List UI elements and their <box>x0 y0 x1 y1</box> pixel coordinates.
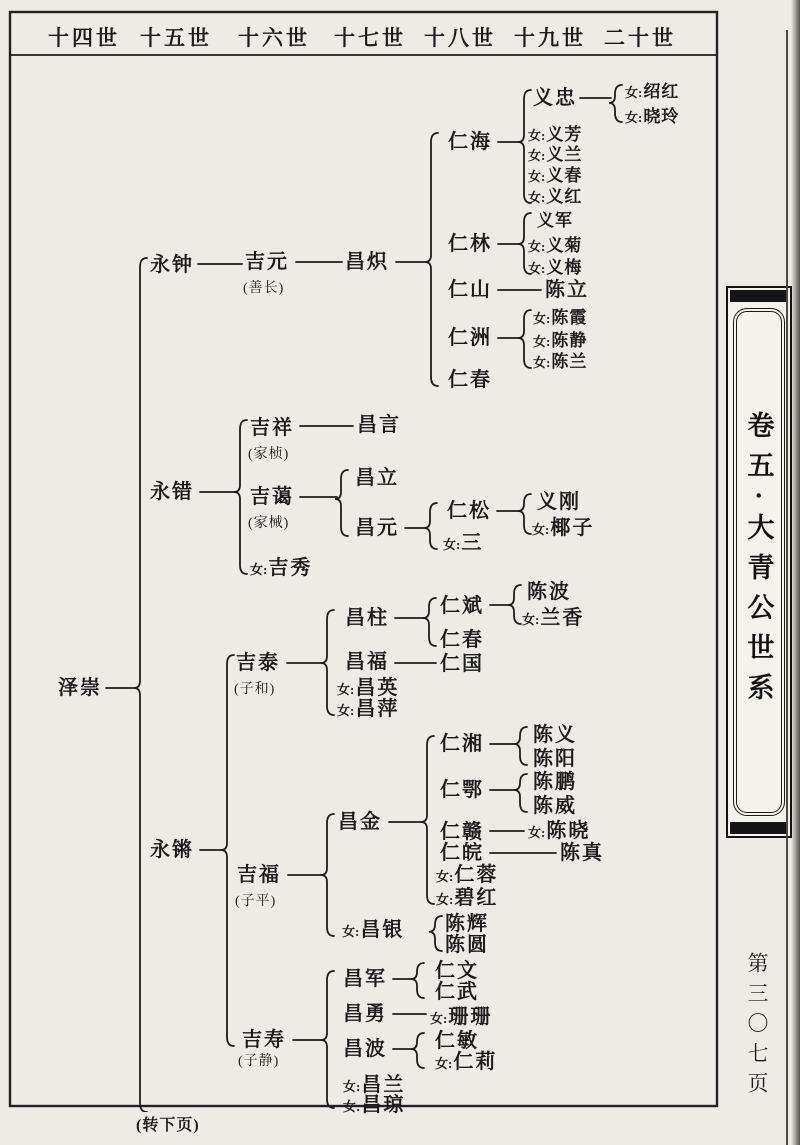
daughter-prefix: 女: <box>528 148 546 163</box>
person-yiju <box>528 235 582 258</box>
person-chenyang: 陈阳 <box>533 748 577 770</box>
generation-label-17: 十七世 <box>334 26 406 50</box>
person-changqiong <box>343 1091 405 1121</box>
daughter-prefix: 女: <box>528 825 546 840</box>
person-chenli: 陈立 <box>545 279 589 301</box>
daughter-prefix: 女: <box>528 128 546 143</box>
person-chenhui: 陈辉 <box>445 913 489 935</box>
person-yongcuo: 永错 <box>150 481 194 503</box>
person-yijun: 义军 <box>537 211 573 230</box>
daughter-prefix: 女: <box>528 261 546 276</box>
generation-label-15: 十五世 <box>140 26 212 50</box>
courtesy-name-jiai: (家械) <box>248 516 290 531</box>
daughter-prefix: 女: <box>337 682 355 697</box>
title-frame <box>733 308 785 816</box>
person-chenyuan: 陈圆 <box>445 934 489 956</box>
person-renbin: 仁斌 <box>440 595 484 617</box>
person-renchun-2: 仁春 <box>440 629 484 651</box>
person-name-text: 义红 <box>546 187 583 206</box>
person-name-text: 义梅 <box>546 258 583 277</box>
person-chenwei: 陈威 <box>533 795 577 817</box>
person-jifu: 吉福 <box>237 864 281 886</box>
person-changyong: 昌勇 <box>343 1003 387 1025</box>
volume-title: 卷五·大青公世系 <box>743 410 774 713</box>
person-name-text: 仁莉 <box>453 1051 498 1073</box>
person-name-text: 陈静 <box>551 331 588 350</box>
person-renchun-1: 仁春 <box>448 369 492 391</box>
generation-label-18: 十八世 <box>424 26 496 50</box>
person-name-text: 义春 <box>546 166 583 185</box>
person-renguo: 仁国 <box>440 653 484 675</box>
page-number: 第三〇七页 <box>745 952 769 1102</box>
person-changyuan: 昌元 <box>355 517 399 539</box>
person-yichun <box>528 165 582 188</box>
person-yihong <box>528 186 582 209</box>
person-name-text: 陈晓 <box>546 820 591 842</box>
person-chenxia <box>533 307 587 330</box>
person-changchi: 昌炽 <box>345 251 389 273</box>
daughter-prefix: 女: <box>443 537 461 552</box>
person-name-text: 晓玲 <box>643 107 680 126</box>
daughter-prefix: 女: <box>342 924 360 939</box>
person-name-text: 昌兰 <box>361 1074 406 1096</box>
daughter-prefix: 女: <box>533 355 551 370</box>
daughter-prefix: 女: <box>625 85 643 100</box>
person-chenjing <box>533 330 587 353</box>
person-name-text: 昌琼 <box>361 1094 406 1116</box>
daughter-prefix: 女: <box>250 562 268 577</box>
generation-label-16: 十六世 <box>238 26 310 50</box>
person-changfu: 昌福 <box>345 651 389 673</box>
person-changyan: 昌言 <box>357 414 401 436</box>
person-chenpeng: 陈鹏 <box>533 771 577 793</box>
person-yongzhong: 永钟 <box>150 254 194 276</box>
person-zechong: 泽崇 <box>58 677 102 699</box>
ornament-bar-top <box>730 290 788 302</box>
person-renli <box>435 1048 497 1078</box>
person-changbo: 昌波 <box>343 1038 387 1060</box>
person-chenbo: 陈波 <box>527 581 571 603</box>
person-renzhou: 仁洲 <box>448 327 492 349</box>
person-name-text: 仁蓉 <box>454 864 499 886</box>
person-yigang: 义刚 <box>537 491 581 513</box>
person-jiyuan: 吉元 <box>245 251 289 273</box>
person-jiai: 吉蔼 <box>250 486 294 508</box>
person-name-text: 义芳 <box>546 125 583 144</box>
person-yilan <box>528 144 582 167</box>
person-changjin: 昌金 <box>338 811 382 833</box>
person-changping <box>337 695 399 725</box>
courtesy-name-jitai: (子和) <box>234 682 276 697</box>
daughter-prefix: 女: <box>533 311 551 326</box>
daughter-prefix: 女: <box>343 1079 361 1094</box>
person-renhai: 仁海 <box>448 131 492 153</box>
person-renlin: 仁林 <box>448 233 492 255</box>
person-renshan: 仁山 <box>448 279 492 301</box>
person-yezi <box>532 514 594 544</box>
page-edge-shadow <box>791 0 800 1145</box>
person-name-text: 椰子 <box>550 517 595 539</box>
person-name-text: 碧红 <box>454 887 499 909</box>
ornament-bar-bottom <box>730 822 788 834</box>
person-rengan: 仁赣 <box>440 821 484 843</box>
person-renwen: 仁文 <box>435 960 479 982</box>
person-renwan: 仁皖 <box>440 842 484 864</box>
person-chenzhen: 陈真 <box>560 842 604 864</box>
courtesy-name-jifu: (子平) <box>235 894 277 909</box>
person-rene: 仁鄂 <box>440 779 484 801</box>
person-jishou: 吉寿 <box>242 1029 286 1051</box>
person-name-text: 义兰 <box>546 145 583 164</box>
person-name-text: 昌萍 <box>355 698 400 720</box>
daughter-prefix: 女: <box>528 239 546 254</box>
person-changzhu: 昌柱 <box>345 607 389 629</box>
generation-label-20: 二十世 <box>604 26 676 50</box>
daughter-prefix: 女: <box>435 1056 453 1071</box>
daughter-prefix: 女: <box>436 892 454 907</box>
person-xiaoling <box>625 106 679 129</box>
person-jixiang: 吉祥 <box>250 417 294 439</box>
daughter-prefix: 女: <box>430 1011 448 1026</box>
person-jitai: 吉泰 <box>236 652 280 674</box>
daughter-prefix: 女: <box>533 334 551 349</box>
person-chenlan <box>533 351 587 374</box>
continuation-note: (转下页) <box>134 1112 202 1135</box>
person-yongqiang: 永锵 <box>150 839 194 861</box>
page-edge-rule <box>786 30 788 1145</box>
person-name-text: 陈兰 <box>551 352 588 371</box>
person-renwu: 仁武 <box>435 981 479 1003</box>
person-shaohong <box>625 81 679 104</box>
person-name-text: 昌英 <box>355 677 400 699</box>
person-name-text: 珊珊 <box>448 1006 493 1028</box>
person-changyin <box>342 916 404 946</box>
daughter-prefix: 女: <box>522 612 540 627</box>
person-changjun: 昌军 <box>343 968 387 990</box>
courtesy-name-jiyuan: (善长) <box>243 281 285 296</box>
person-chenyi: 陈义 <box>533 724 577 746</box>
person-lanxiang <box>522 604 584 634</box>
person-name-text: 三 <box>461 532 484 554</box>
volume-title-box <box>726 286 792 838</box>
person-jixiu <box>250 554 312 584</box>
daughter-prefix: 女: <box>528 190 546 205</box>
courtesy-name-jixiang: (家桢) <box>248 447 290 462</box>
person-name-text: 陈霞 <box>551 308 588 327</box>
person-renxiang: 仁湘 <box>440 733 484 755</box>
person-name-text: 兰香 <box>540 607 585 629</box>
daughter-prefix: 女: <box>343 1099 361 1114</box>
daughter-prefix: 女: <box>528 169 546 184</box>
person-name-text: 义菊 <box>546 236 583 255</box>
person-yizhong: 义忠 <box>533 87 577 109</box>
daughter-prefix: 女: <box>625 110 643 125</box>
person-changli: 昌立 <box>355 467 399 489</box>
person-san <box>443 529 483 559</box>
person-renmin: 仁敏 <box>435 1030 479 1052</box>
daughter-prefix: 女: <box>532 522 550 537</box>
person-name-text: 绍红 <box>643 82 680 101</box>
daughter-prefix: 女: <box>436 869 454 884</box>
person-rensong: 仁松 <box>447 500 491 522</box>
daughter-prefix: 女: <box>337 703 355 718</box>
title-frame-inner <box>736 311 782 813</box>
courtesy-name-jishou: (子静) <box>238 1054 280 1069</box>
generation-label-19: 十九世 <box>514 26 586 50</box>
person-name-text: 吉秀 <box>268 557 313 579</box>
generation-label-14: 十四世 <box>48 26 120 50</box>
person-name-text: 昌银 <box>360 919 405 941</box>
